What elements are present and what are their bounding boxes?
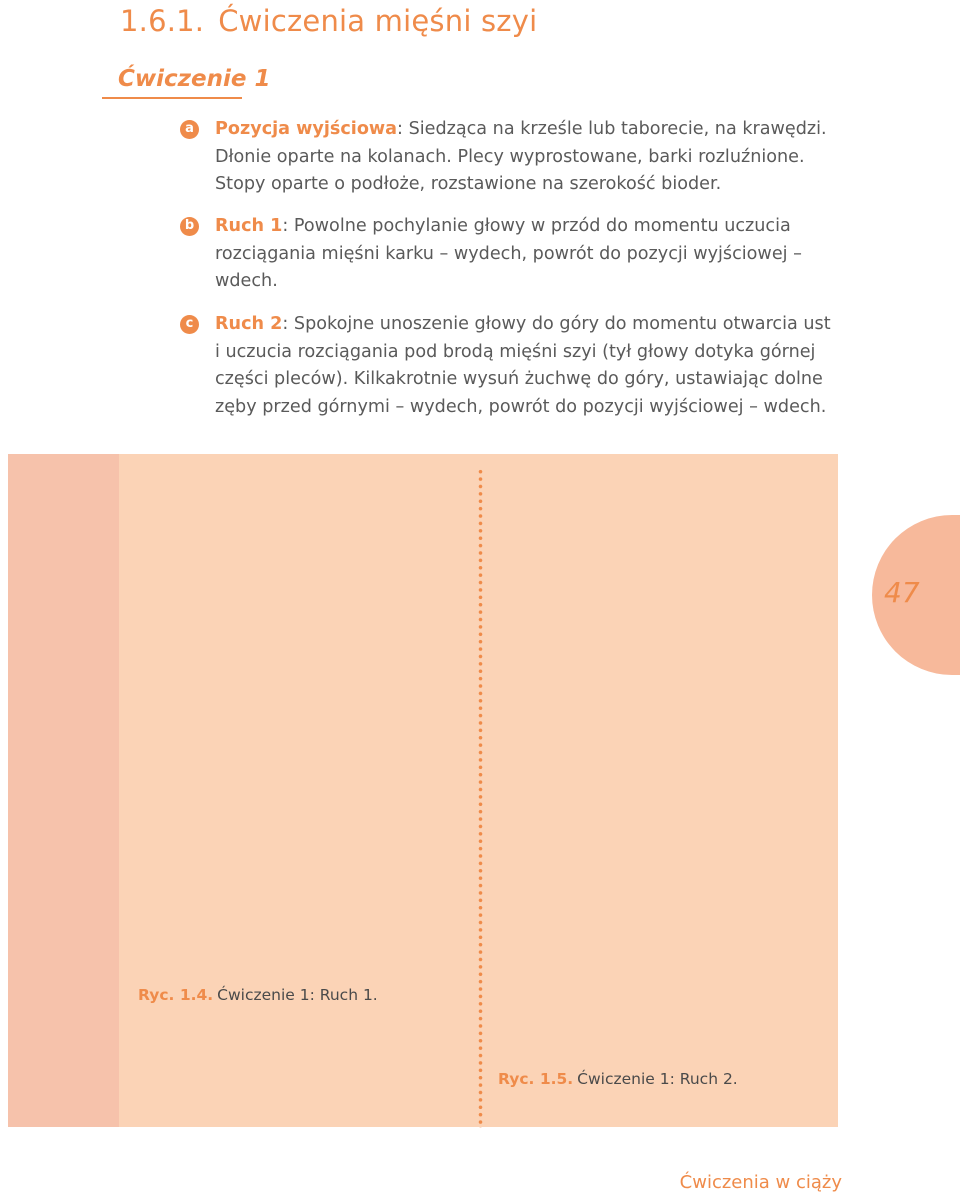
step-b (180, 213, 840, 296)
step-body-a: : Siedząca na krześle lub taborecie, na krawędzi. Dłonie oparte na kolanach. Plecy wyprostowane, barki rozluźnione. Stopy oparte o podłoże, rozstawione na szerokość bioder. (215, 119, 827, 194)
figure-label-1: Ryc. 1.4. (138, 986, 214, 1004)
step-marker-a: a (180, 120, 199, 139)
step-a (180, 116, 840, 199)
step-marker-b: b (180, 217, 199, 236)
figure-label-2: Ryc. 1.5. (498, 1070, 574, 1088)
figure-dotted-divider (478, 468, 483, 1128)
running-footer: Ćwiczenia w ciąży (679, 1172, 842, 1193)
section-title-text: Ćwiczenia mięśni szyi (218, 4, 538, 38)
page-number: 47 (884, 576, 920, 609)
figure-panel (8, 454, 838, 1127)
exercise-title: Ćwiczenie 1 (118, 66, 271, 92)
step-marker-c: c (180, 315, 199, 334)
step-text-b (180, 213, 840, 296)
figure-caption-text-2: Ćwiczenie 1: Ruch 2. (577, 1070, 738, 1088)
step-lead-b: Ruch 1 (215, 216, 283, 236)
figure-caption-2 (498, 1070, 738, 1088)
step-text-c (180, 311, 840, 421)
step-c (180, 311, 840, 421)
figure-caption-1 (138, 986, 378, 1004)
step-body-b: : Powolne pochylanie głowy w przód do momentu uczucia rozciągania mięśni karku – wydech, powrót do pozycji wyjściowej – wdech. (215, 216, 802, 291)
section-title (120, 4, 537, 38)
exercise-title-underline (102, 97, 242, 99)
step-body-c: : Spokojne unoszenie głowy do góry do momentu otwarcia ust i uczucia rozciągania pod brodą mięśni szyi (tył głowy dotyka górnej części pleców). Kilkakrotnie wysuń żuchwę do góry, ustawiając dolne zęby przed górnymi – wydech, powrót do pozycji wyjściowej – wdech. (215, 314, 831, 417)
section-number: 1.6.1. (120, 4, 205, 38)
figure-caption-text-1: Ćwiczenie 1: Ruch 1. (217, 986, 378, 1004)
step-lead-a: Pozycja wyjściowa (215, 119, 398, 139)
step-lead-c: Ruch 2 (215, 314, 283, 334)
figure-side-strip (8, 454, 119, 1127)
step-text-a (180, 116, 840, 199)
